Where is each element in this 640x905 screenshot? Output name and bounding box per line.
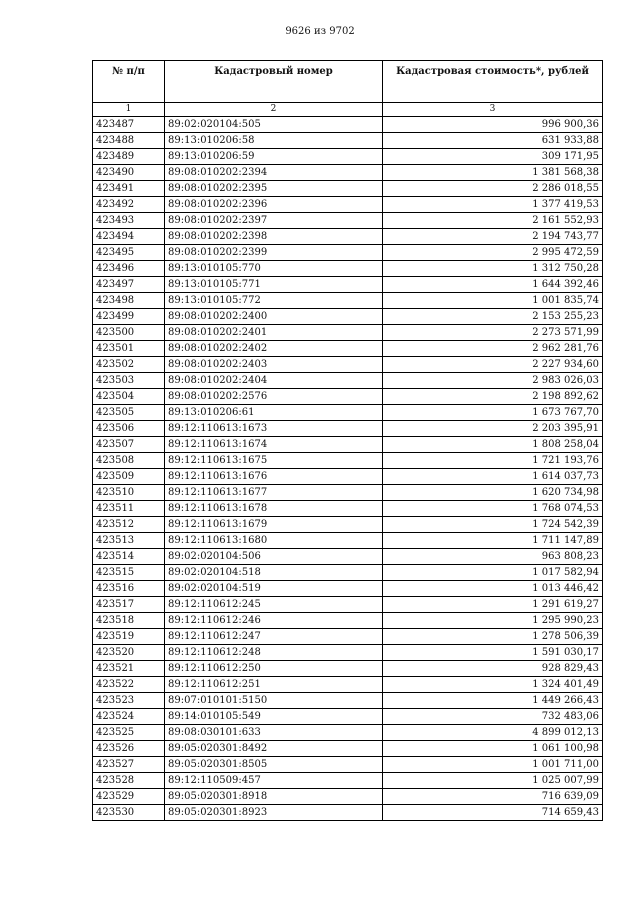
cadastral-value-cell: 1 449 266,43: [383, 693, 603, 709]
row-number-cell: 423505: [93, 405, 165, 421]
cadastral-value-cell: 732 483,06: [383, 709, 603, 725]
row-number-cell: 423528: [93, 773, 165, 789]
cadastral-number-cell: 89:12:110613:1680: [165, 533, 383, 549]
cadastral-number-cell: 89:08:010202:2398: [165, 229, 383, 245]
row-number-cell: 423514: [93, 549, 165, 565]
cadastral-number-cell: 89:07:010101:5150: [165, 693, 383, 709]
row-number-cell: 423499: [93, 309, 165, 325]
cadastral-value-cell: 1 591 030,17: [383, 645, 603, 661]
row-number-cell: 423525: [93, 725, 165, 741]
header-row-number: № п/п: [93, 61, 165, 103]
row-number-cell: 423498: [93, 293, 165, 309]
cadastral-number-cell: 89:12:110613:1676: [165, 469, 383, 485]
row-number-cell: 423530: [93, 805, 165, 821]
cadastral-value-cell: 2 198 892,62: [383, 389, 603, 405]
table-row: [93, 725, 603, 741]
row-number-cell: 423497: [93, 277, 165, 293]
cadastral-number-cell: 89:12:110509:457: [165, 773, 383, 789]
cadastral-number-cell: 89:12:110612:248: [165, 645, 383, 661]
column-number-row: [93, 103, 603, 117]
table-row: [93, 405, 603, 421]
cadastral-number-cell: 89:05:020301:8505: [165, 757, 383, 773]
cadastral-value-cell: 1 381 568,38: [383, 165, 603, 181]
table-row: [93, 517, 603, 533]
cadastral-value-cell: 2 203 395,91: [383, 421, 603, 437]
cadastral-number-cell: 89:08:010202:2396: [165, 197, 383, 213]
table-row: [93, 133, 603, 149]
row-number-cell: 423507: [93, 437, 165, 453]
cadastral-number-cell: 89:13:010206:59: [165, 149, 383, 165]
row-number-cell: 423512: [93, 517, 165, 533]
cadastral-value-table: [92, 60, 603, 821]
table-row: [93, 693, 603, 709]
cadastral-value-cell: 1 644 392,46: [383, 277, 603, 293]
table-row: [93, 581, 603, 597]
table-row: [93, 661, 603, 677]
cadastral-number-cell: 89:08:010202:2403: [165, 357, 383, 373]
row-number-cell: 423524: [93, 709, 165, 725]
table-row: [93, 741, 603, 757]
cadastral-number-cell: 89:13:010206:61: [165, 405, 383, 421]
cadastral-number-cell: 89:08:010202:2576: [165, 389, 383, 405]
cadastral-number-cell: 89:13:010105:770: [165, 261, 383, 277]
cadastral-number-cell: 89:05:020301:8923: [165, 805, 383, 821]
row-number-cell: 423491: [93, 181, 165, 197]
row-number-cell: 423526: [93, 741, 165, 757]
table-row: [93, 709, 603, 725]
table-row: [93, 165, 603, 181]
cadastral-number-cell: 89:05:020301:8492: [165, 741, 383, 757]
cadastral-number-cell: 89:12:110612:251: [165, 677, 383, 693]
cadastral-number-cell: 89:13:010206:58: [165, 133, 383, 149]
cadastral-value-cell: 928 829,43: [383, 661, 603, 677]
table-row: [93, 597, 603, 613]
cadastral-value-cell: 2 227 934,60: [383, 357, 603, 373]
column-number-1: 1: [93, 103, 165, 117]
cadastral-value-cell: 1 295 990,23: [383, 613, 603, 629]
table-row: [93, 805, 603, 821]
row-number-cell: 423487: [93, 117, 165, 133]
table-row: [93, 229, 603, 245]
table-row: [93, 565, 603, 581]
row-number-cell: 423516: [93, 581, 165, 597]
row-number-cell: 423515: [93, 565, 165, 581]
table-body: [93, 117, 603, 821]
cadastral-number-cell: 89:12:110613:1679: [165, 517, 383, 533]
row-number-cell: 423496: [93, 261, 165, 277]
cadastral-number-cell: 89:12:110613:1675: [165, 453, 383, 469]
table-row: [93, 325, 603, 341]
row-number-cell: 423511: [93, 501, 165, 517]
row-number-cell: 423500: [93, 325, 165, 341]
row-number-cell: 423518: [93, 613, 165, 629]
cadastral-number-cell: 89:14:010105:549: [165, 709, 383, 725]
cadastral-value-cell: 1 291 619,27: [383, 597, 603, 613]
cadastral-value-cell: 309 171,95: [383, 149, 603, 165]
cadastral-value-cell: 716 639,09: [383, 789, 603, 805]
row-number-cell: 423520: [93, 645, 165, 661]
row-number-cell: 423527: [93, 757, 165, 773]
row-number-cell: 423506: [93, 421, 165, 437]
cadastral-value-cell: 2 995 472,59: [383, 245, 603, 261]
table-row: [93, 389, 603, 405]
cadastral-number-cell: 89:02:020104:506: [165, 549, 383, 565]
cadastral-number-cell: 89:12:110613:1677: [165, 485, 383, 501]
cadastral-number-cell: 89:08:010202:2401: [165, 325, 383, 341]
row-number-cell: 423504: [93, 389, 165, 405]
cadastral-number-cell: 89:08:010202:2402: [165, 341, 383, 357]
table-row: [93, 261, 603, 277]
cadastral-value-cell: 996 900,36: [383, 117, 603, 133]
table-row: [93, 421, 603, 437]
table-row: [93, 757, 603, 773]
row-number-cell: 423501: [93, 341, 165, 357]
table-row: [93, 533, 603, 549]
row-number-cell: 423502: [93, 357, 165, 373]
header-cadastral-number: Кадастровый номер: [165, 61, 383, 103]
cadastral-value-cell: 1 620 734,98: [383, 485, 603, 501]
cadastral-value-cell: 963 808,23: [383, 549, 603, 565]
row-number-cell: 423508: [93, 453, 165, 469]
cadastral-value-cell: 631 933,88: [383, 133, 603, 149]
cadastral-value-cell: 714 659,43: [383, 805, 603, 821]
cadastral-value-cell: 1 278 506,39: [383, 629, 603, 645]
cadastral-number-cell: 89:08:030101:633: [165, 725, 383, 741]
cadastral-value-cell: 1 808 258,04: [383, 437, 603, 453]
table-row: [93, 373, 603, 389]
cadastral-value-cell: 2 962 281,76: [383, 341, 603, 357]
row-number-cell: 423493: [93, 213, 165, 229]
row-number-cell: 423523: [93, 693, 165, 709]
cadastral-number-cell: 89:08:010202:2395: [165, 181, 383, 197]
cadastral-value-cell: 1 377 419,53: [383, 197, 603, 213]
cadastral-value-cell: 1 013 446,42: [383, 581, 603, 597]
cadastral-number-cell: 89:12:110613:1678: [165, 501, 383, 517]
row-number-cell: 423517: [93, 597, 165, 613]
cadastral-number-cell: 89:13:010105:771: [165, 277, 383, 293]
header-cadastral-value: Кадастровая стоимость*, рублей: [383, 61, 603, 103]
row-number-cell: 423495: [93, 245, 165, 261]
table-row: [93, 501, 603, 517]
cadastral-number-cell: 89:12:110612:245: [165, 597, 383, 613]
column-number-2: 2: [165, 103, 383, 117]
row-number-cell: 423519: [93, 629, 165, 645]
table-row: [93, 613, 603, 629]
cadastral-value-cell: 1 001 711,00: [383, 757, 603, 773]
cadastral-value-cell: 1 312 750,28: [383, 261, 603, 277]
cadastral-value-cell: 4 899 012,13: [383, 725, 603, 741]
row-number-cell: 423494: [93, 229, 165, 245]
row-number-cell: 423490: [93, 165, 165, 181]
table-row: [93, 645, 603, 661]
row-number-cell: 423509: [93, 469, 165, 485]
table-row: [93, 677, 603, 693]
cadastral-value-cell: 1 324 401,49: [383, 677, 603, 693]
cadastral-value-cell: 1 025 007,99: [383, 773, 603, 789]
cadastral-number-cell: 89:12:110612:250: [165, 661, 383, 677]
table-row: [93, 773, 603, 789]
cadastral-number-cell: 89:12:110613:1673: [165, 421, 383, 437]
table-row: [93, 341, 603, 357]
table-row: [93, 629, 603, 645]
row-number-cell: 423489: [93, 149, 165, 165]
column-number-3: 3: [383, 103, 603, 117]
table-row: [93, 485, 603, 501]
cadastral-number-cell: 89:08:010202:2400: [165, 309, 383, 325]
table-row: [93, 469, 603, 485]
cadastral-value-cell: 2 153 255,23: [383, 309, 603, 325]
cadastral-value-cell: 1 768 074,53: [383, 501, 603, 517]
cadastral-number-cell: 89:12:110612:246: [165, 613, 383, 629]
row-number-cell: 423510: [93, 485, 165, 501]
cadastral-value-cell: 2 983 026,03: [383, 373, 603, 389]
cadastral-value-cell: 2 194 743,77: [383, 229, 603, 245]
cadastral-number-cell: 89:13:010105:772: [165, 293, 383, 309]
cadastral-number-cell: 89:02:020104:505: [165, 117, 383, 133]
cadastral-value-cell: 1 724 542,39: [383, 517, 603, 533]
table-row: [93, 277, 603, 293]
table-row: [93, 245, 603, 261]
cadastral-value-cell: 1 721 193,76: [383, 453, 603, 469]
table-row: [93, 213, 603, 229]
cadastral-value-cell: 2 161 552,93: [383, 213, 603, 229]
table-row: [93, 117, 603, 133]
table-row: [93, 437, 603, 453]
table-row: [93, 789, 603, 805]
row-number-cell: 423503: [93, 373, 165, 389]
table-row: [93, 309, 603, 325]
cadastral-number-cell: 89:02:020104:519: [165, 581, 383, 597]
cadastral-value-cell: 1 061 100,98: [383, 741, 603, 757]
table-row: [93, 549, 603, 565]
cadastral-number-cell: 89:12:110612:247: [165, 629, 383, 645]
row-number-cell: 423521: [93, 661, 165, 677]
cadastral-value-cell: 1 001 835,74: [383, 293, 603, 309]
cadastral-value-cell: 1 017 582,94: [383, 565, 603, 581]
cadastral-value-cell: 1 673 767,70: [383, 405, 603, 421]
cadastral-number-cell: 89:02:020104:518: [165, 565, 383, 581]
page-number-header: 9626 из 9702: [285, 26, 355, 37]
cadastral-value-cell: 2 286 018,55: [383, 181, 603, 197]
row-number-cell: 423513: [93, 533, 165, 549]
cadastral-number-cell: 89:12:110613:1674: [165, 437, 383, 453]
cadastral-number-cell: 89:05:020301:8918: [165, 789, 383, 805]
table-row: [93, 293, 603, 309]
cadastral-value-cell: 1 614 037,73: [383, 469, 603, 485]
table-row: [93, 197, 603, 213]
cadastral-value-cell: 2 273 571,99: [383, 325, 603, 341]
table-row: [93, 453, 603, 469]
cadastral-number-cell: 89:08:010202:2399: [165, 245, 383, 261]
cadastral-number-cell: 89:08:010202:2394: [165, 165, 383, 181]
table-row: [93, 181, 603, 197]
table-header-row: [93, 61, 603, 103]
row-number-cell: 423488: [93, 133, 165, 149]
table-row: [93, 149, 603, 165]
cadastral-value-cell: 1 711 147,89: [383, 533, 603, 549]
table-row: [93, 357, 603, 373]
row-number-cell: 423529: [93, 789, 165, 805]
row-number-cell: 423522: [93, 677, 165, 693]
row-number-cell: 423492: [93, 197, 165, 213]
cadastral-number-cell: 89:08:010202:2404: [165, 373, 383, 389]
cadastral-number-cell: 89:08:010202:2397: [165, 213, 383, 229]
